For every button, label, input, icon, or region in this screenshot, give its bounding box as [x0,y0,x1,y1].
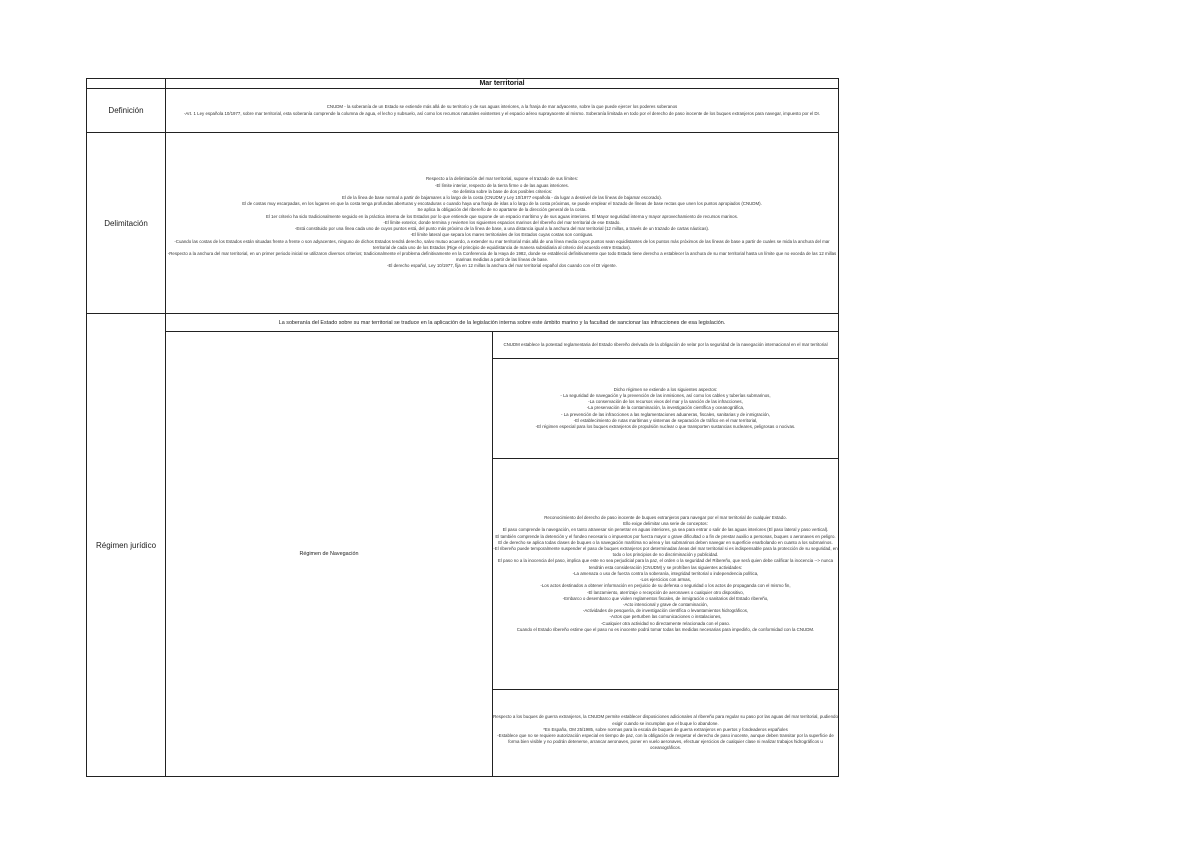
text-line: -Los ejercicios con armas, [640,577,691,583]
text-line: CNUDM establece la potestad reglamentaria del Estado ribereño derivada de la obligación de velar por la seguridad de la navegación internacional en el mar territorial [503,341,828,347]
text-line: -El establecimiento de rutas marítimas y sistemas de separación de tráfico en el mar territorial, [573,417,758,423]
text-line: -Actividades de pesquería, de investigación científica o levantamientos hidrográficos, [582,608,749,614]
text-line: CNUDM - la soberanía de un Estado se extiende más allá de su territorio y de sus aguas interiores, a la franja de mar adyacente, sobre la que puede ejercer los poderes soberanos [326,104,678,110]
text-line: -El límite lateral que separa los mares territoriales de los Estados cuyas costas son contiguas. [410,232,594,238]
text-line: -La amenaza o uso de fuerza contra la soberanía, integridad territorial o independencia política, [572,570,759,576]
text-line: El de costas muy escarpadas, en los lugares en que la costa tenga profundas aberturas y escotaduras o cuando haya una franja de islas a lo largo de la costa próximas, se puede emplear el trazado de líneas de base rectas que unen los puntos apropiados (CNUDM). [242,201,762,207]
text-line: Ello exige delimitar una serie de conceptos: [623,521,708,527]
text-line: -El lanzamiento, aterrizaje o recepción de aeronaves o cualquier otro dispositivo, [587,589,744,595]
document-table [86,78,839,777]
definicion-content [166,89,839,133]
text-line: -Acto intencional y grave de contaminación, [623,601,708,607]
regimen-summary: La soberanía del Estado sobre su mar territorial se traduce en la aplicación de la legislación interna sobre este ámbito marino y la facultad de sancionar las infracciones de esa legislación. [166,314,839,332]
text-line: -Cuando las costas de los Estados están situadas frente a frente o son adyacentes, ninguno de dichos Estados tendrá derecho, salvo mutuo acuerdo, a extender su mar territorial más allá de una línea media cuyos puntos sean equidistantes de los puntos más próximos de las líneas de base a partir de cuales se mida la anchura del mar territorial de cada uno de los Estados (Rige el principio de equidistancia de manera subsidiaria al criterio del acuerdo entre Estados). [174,238,830,250]
text-line: -La preservación de la contaminación, la investigación científica y oceanográfica, [586,405,745,411]
text-line: -El derecho español, Ley 10/1977, fija en 12 millas la anchura del mar territorial español dos cuando con el DI vigente. [387,263,617,269]
text-line: El 1er criterio ha sido tradicionalmente seguido en la práctica interna de los Estados por lo que entiende que supone de un espacio marítimo y de sus aguas interiores. El Mayor seguridad interna y mayor aprovechamiento de recursos marinos. [265,213,738,219]
row-label-delimitacion: Delimitación [87,133,166,314]
text-line: El de la línea de base normal a partir de bajamares a lo largo de la costa (CNUDM y Ley 10/1977 española - da lugar a desnivel de las líneas de bajamar escorado). [342,195,662,201]
text-line: Reconocimiento del derecho de paso inocente de buques extranjeros para navegar por el mar territorial de cualquier Estado. [544,515,787,521]
text-line: -Establece que no se requiere autorización especial en tiempo de paz, con la obligación de respetar el derecho de paso inocente, aunque deben transitar por la superficie de forma bien visible y no podrán detenerse, arrancar aeronaves, poner en vuelo aeronaves, efectuar ejercicios de cualquier clase ni realizar trabajos hidrográficos u oceanográficos. [497,733,834,751]
row-label-definicion: Definición [87,89,166,133]
text-line: Respecto a los buques de guerra extranjeros, la CNUDM permite establecer disposiciones adicionales al ribereño para regular su paso por las aguas del mar territorial, pudiendo exigir cuando se incumplan que el buque lo abandone. [493,714,838,726]
text-line: - La seguridad de navegación y la prevención de las inmisiones, así como los cables y tuberías submarinos, [560,392,771,398]
text-line: *En España, OM 25/1985, sobre normas para la escala de buques de guerra extranjeros en puertos y fondeaderos españoles [543,726,788,732]
text-line: -Actos que perturben las comunicaciones o instalaciones, [609,614,722,620]
text-line: -El límite exterior, donde termina y revierten los siguientes espacios marinos del ribereño del mar territorial de ese Estado. [383,219,621,225]
text-line: -El ribereño puede temporalmente suspender el paso de buques extranjeros por determinadas áreas del mar territorial si es indispensable para la protección de su seguridad, en todo o los principios de no discriminación y publicidad. [493,546,838,558]
text-line: Dicho régimen se extiende a los siguientes aspectos: [613,386,718,392]
text-line: El también comprende la detención y el fondeo necesario o impuestos por fuerza mayor o grave dificultad o a fin de prestar auxilio a personas, buques o aeronaves en peligro. [495,533,836,539]
text-line: Se aplica la obligación del ribereño de no apartarse de la dirección general de la costa. [417,207,587,213]
row-label-regimen: Régimen jurídico [87,314,166,777]
table-title: Mar territorial [166,79,839,89]
corner-cell [87,79,166,89]
text-line: -La conservación de los recursos vivos del mar y la sanción de las infracciones, [588,399,743,405]
text-line: El de derecho se aplica todas clases de buques o la navegación marítima no aérea y los submarinos deben navegar en superficie enarbolando en cuanto a los submarinos. [498,539,833,545]
text-line: -Cualquier otra actividad no directamente relacionada con el paso. [600,620,731,626]
text-line: -El límite interior, respecto de la tierra firme o de las aguas interiores. [435,182,569,188]
text-line: -Está constituido por una línea cada uno de cuyos puntos está, del punto más próximo de la línea de base, a una distancia igual a la anchura del mar territorial (12 millas, a través de un trazado de cartas náuticas). [294,226,710,232]
text-line: Respecto a la delimitación del mar territorial, supone el trazado de sus límites: [425,176,579,182]
text-line: El paso comprende la navegación, en tanto atravesar sin penetrar en aguas interiores, ya sea para entrar o salir de las aguas interiores (El paso lateral y paso vertical). [502,527,829,533]
regimen-block-3 [493,459,839,690]
text-line: -Se delimita sobre la base de dos posibles criterios: [451,188,553,194]
text-line: -Embarco o desembarco que violen reglamentos fiscales, de inmigración o sanitarios del Estado ribereño, [562,595,769,601]
regimen-block-2 [493,359,839,459]
text-line: -Los actos destinados a obtener información en perjuicio de su defensa o seguridad o los actos de propaganda con el mismo fin, [540,583,791,589]
text-line: -El régimen especial para los buques extranjeros de propulsión nuclear o que transporten sustancias nucleares, peligrosas o nocivas. [535,424,796,429]
text-line: -Art. 1 Ley española 10/1977, sobre mar territorial, esta soberanía comprende la columna de agua, el lecho y subsuelo, así como los recursos naturales existentes y el espacio aéreo suprayacente al mismo. Soberanía limitada en todo por el derecho de paso inocente de los buques extranjeros para navegar, impuesto por el DI. [183,110,821,116]
text-line: Cuando el Estado ribereño estime que el paso no es inocente podrá tomar todas las medidas necesarias para impedirlo, de conformidad con la CNUDM. [516,626,815,632]
regimen-navegacion-label: Régimen de Navegación [166,332,493,777]
delimitacion-content [166,133,839,314]
regimen-block-1 [493,332,839,359]
text-line: -Respecto a la anchura del mar territorial, en un primer periodo inicial se utilizaron diversos criterios; tradicionalmente el problema definitivamente en la Conferencia de la Haya de 1982, donde se estableció definitivamente que todo Estado tiene derecho a establecer la anchura de su mar territorial hasta un límite que no exceda de las 12 millas marinas medidas a partir de las líneas de base. [167,250,837,263]
regimen-block-4 [493,690,839,777]
text-line: El paso no a la inocencia del paso, implica que este no sea perjudicial para la paz, el orden o la seguridad del Ribereño, que será quien debe calificar la inocencia --> nunca tendrán esta consideración (CNUDM) y se prohíben las siguientes actividades: [497,558,834,570]
text-line: - La prevención de las infracciones a las reglamentaciones aduaneras, fiscales, sanitarias y de inmigración, [561,411,770,417]
